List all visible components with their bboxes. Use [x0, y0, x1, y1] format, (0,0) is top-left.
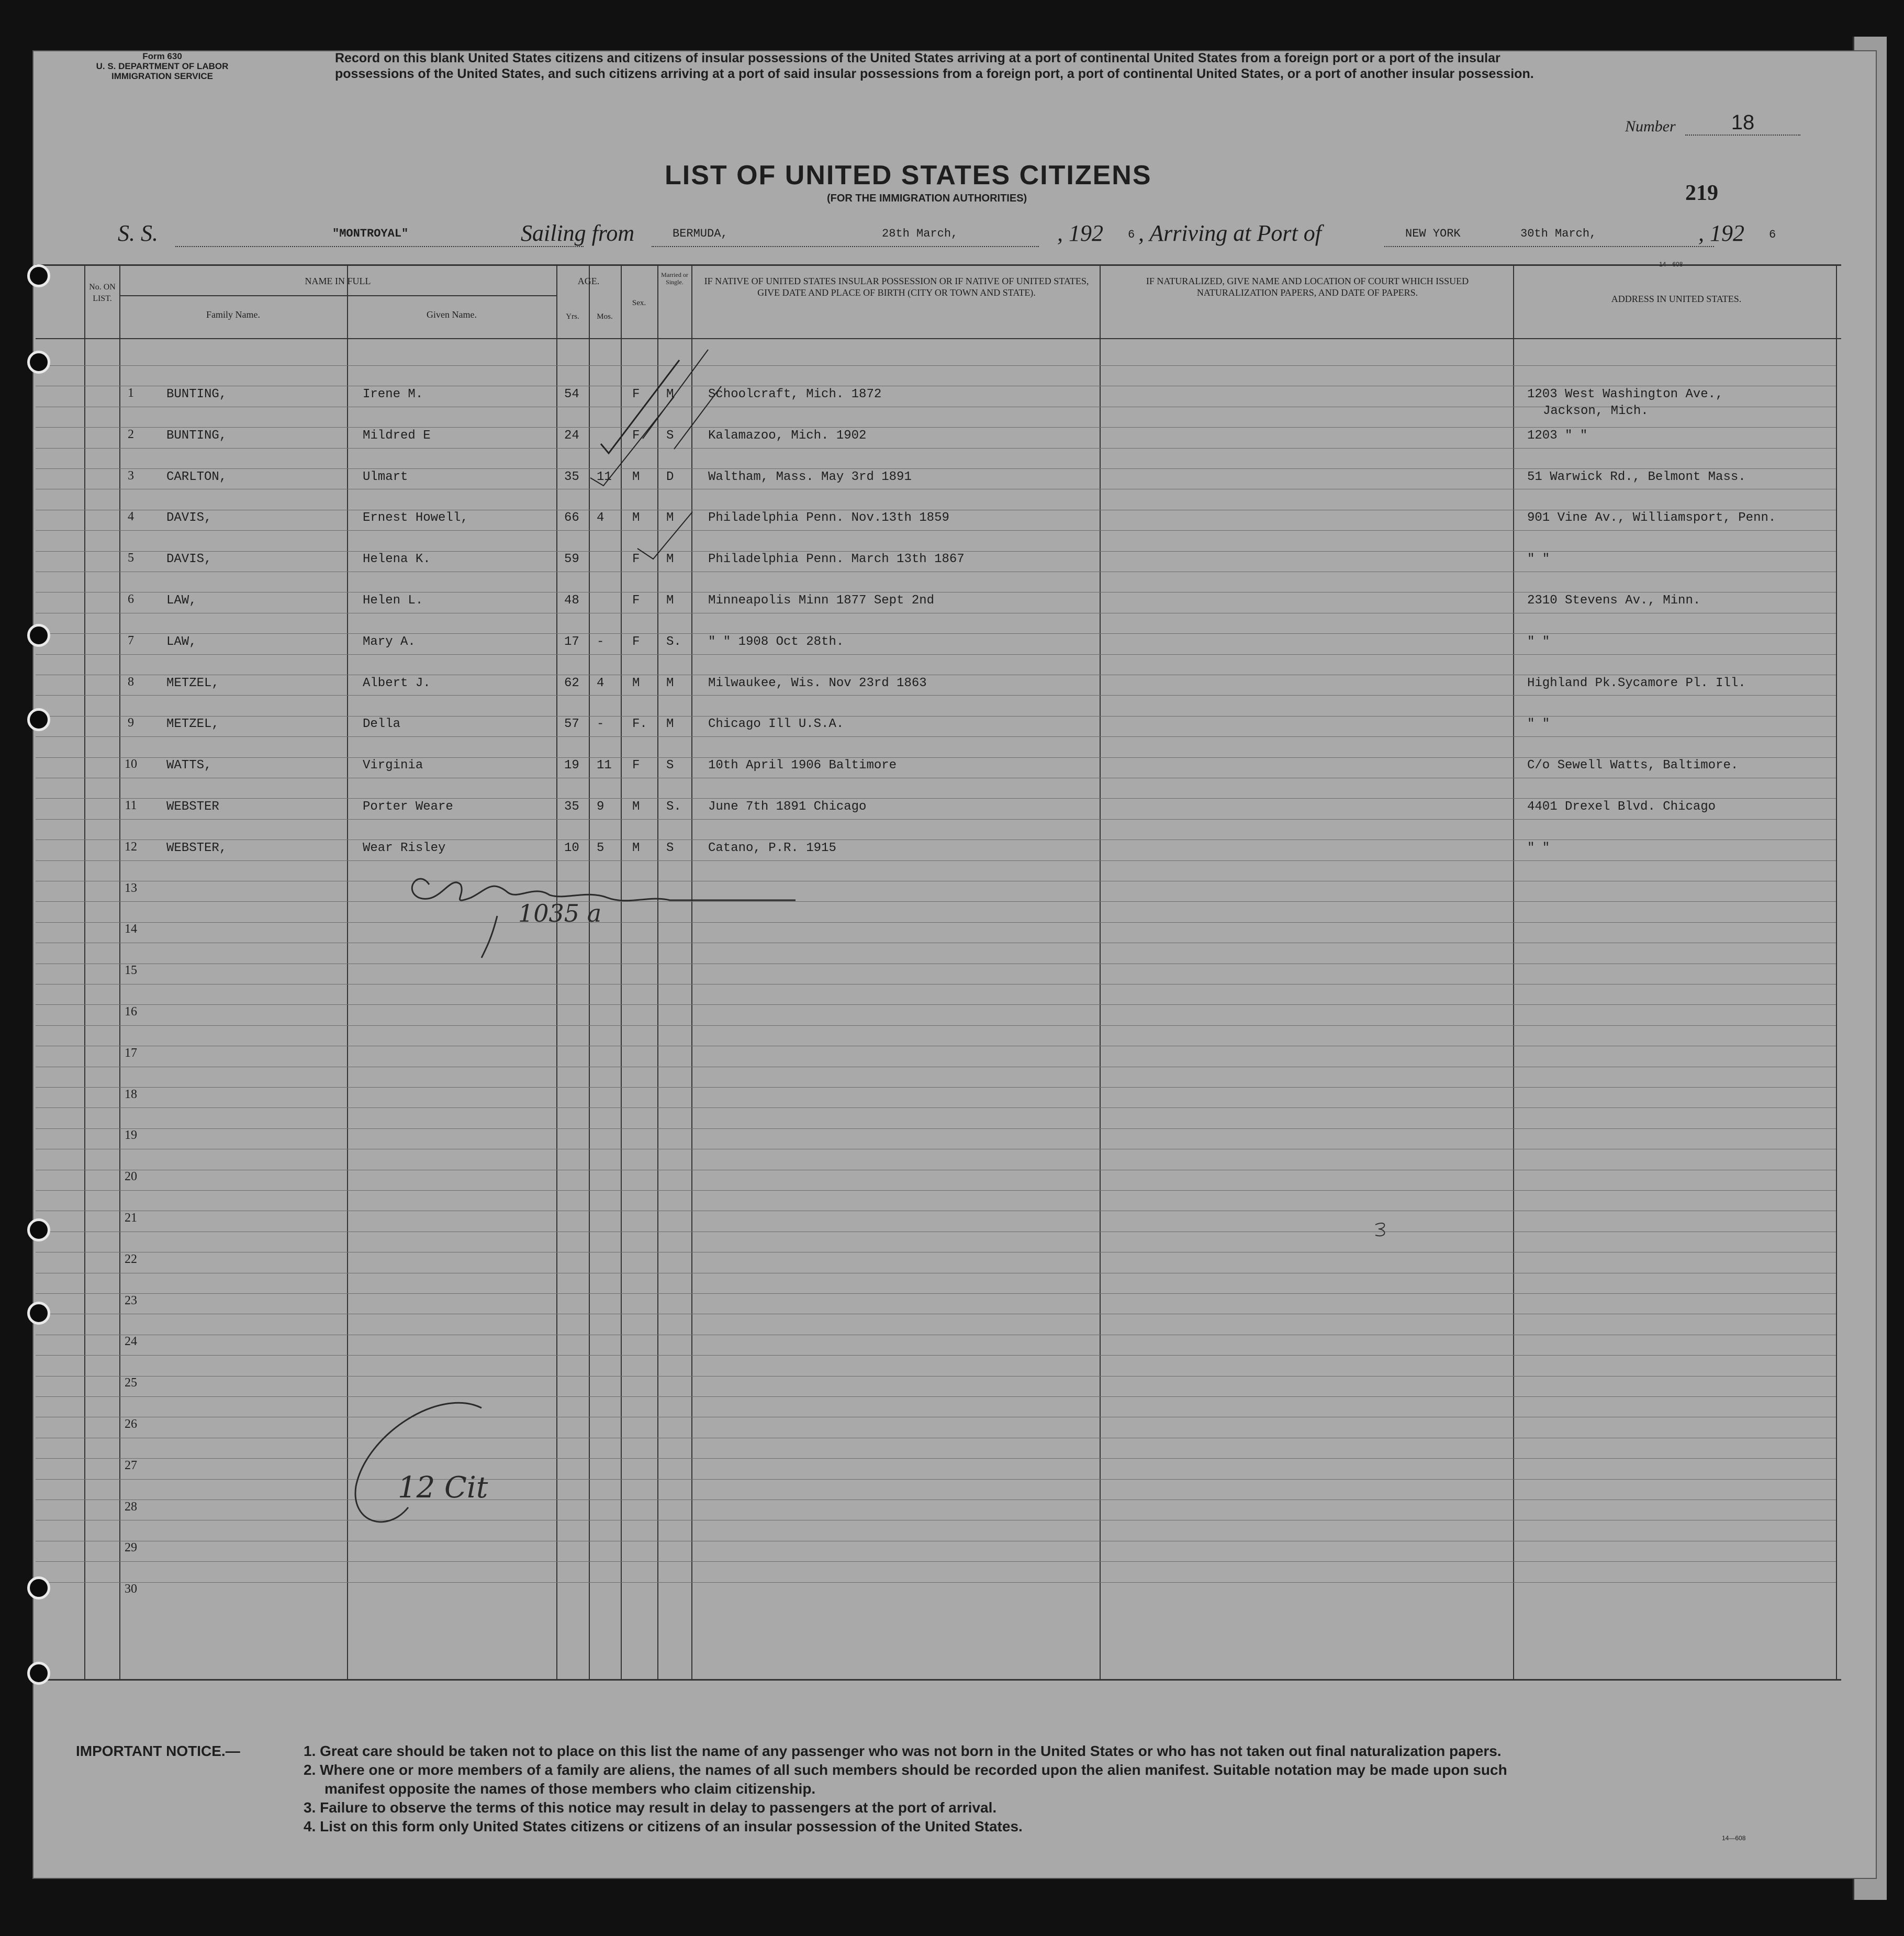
given-name-cell: Wear Risley: [363, 841, 446, 855]
col-sex: Sex.: [632, 299, 646, 307]
col-address: ADDRESS IN UNITED STATES.: [1611, 294, 1742, 304]
row-rule: [36, 1025, 1836, 1026]
birth-cell: Catano, P.R. 1915: [708, 841, 836, 855]
row-number: 18: [125, 1087, 137, 1101]
col-rule: [1100, 266, 1101, 1679]
address-cell: " ": [1527, 841, 1550, 855]
sex-cell: M: [632, 676, 640, 690]
notice-item-3: 3. Failure to observe the terms of this notice may result in delay to passengers at the port of arrival.: [304, 1799, 997, 1816]
row-rule: [36, 716, 1836, 717]
birth-cell: June 7th 1891 Chicago: [708, 800, 867, 814]
notice-item-2-cont: manifest opposite the names of those members who claim citizenship.: [324, 1781, 816, 1797]
row-number: 19: [125, 1128, 137, 1143]
birth-cell: " " 1908 Oct 28th.: [708, 634, 844, 649]
family-name-cell: LAW,: [166, 594, 197, 608]
given-name-cell: Virginia: [363, 758, 423, 773]
row-number: 4: [128, 510, 134, 524]
form-instructions: Record on this blank United States citizens and citizens of insular possessions of the United States arriving at a port of continental United States from a foreign port or a port of the insular possessions of the United States, and such citizens arriving at a port of said insular possessions from a foreign port, a port of continental United States, or a port of another insular possession.: [335, 51, 1534, 81]
row-number: 11: [125, 799, 137, 812]
address-cell: " ": [1527, 634, 1550, 649]
sex-cell: F.: [632, 717, 647, 732]
given-name-cell: Albert J.: [363, 676, 431, 690]
sex-cell: F: [632, 758, 640, 773]
voyage-line: [118, 220, 1793, 251]
given-name-cell: Ernest Howell,: [363, 511, 468, 525]
arriving-date: 30th March,: [1520, 227, 1597, 240]
age-months-cell: 11: [597, 469, 612, 484]
age-years-cell: 57: [564, 717, 579, 732]
row-rule: [36, 468, 1836, 469]
birth-cell: Chicago Ill U.S.A.: [708, 717, 844, 732]
given-name-cell: Irene M.: [363, 387, 423, 401]
marital-status-cell: D: [666, 469, 674, 484]
row-rule: [36, 922, 1836, 923]
family-name-cell: BUNTING,: [166, 428, 227, 443]
marital-status-cell: M: [666, 594, 674, 608]
row-rule: [36, 1499, 1836, 1500]
row-rule: [36, 798, 1836, 799]
form-number: Form 630: [142, 51, 182, 61]
notice-label: IMPORTANT NOTICE.—: [76, 1743, 240, 1759]
age-years-cell: 59: [564, 552, 579, 567]
arriving-label: , Arriving at Port of: [1138, 220, 1321, 246]
age-months-cell: 9: [597, 800, 604, 814]
row-rule: [36, 1355, 1836, 1356]
birth-cell: Milwaukee, Wis. Nov 23rd 1863: [708, 676, 927, 690]
family-name-cell: BUNTING,: [166, 387, 227, 401]
binder-hole: [27, 1218, 50, 1241]
row-number: 14: [125, 922, 137, 936]
row-rule: [36, 530, 1836, 531]
sailing-label: Sailing from: [521, 220, 635, 246]
age-months-cell: 4: [597, 676, 604, 690]
row-rule: [36, 757, 1836, 758]
row-number: 24: [125, 1335, 137, 1349]
row-number: 26: [125, 1417, 137, 1431]
form-identifier: [63, 51, 262, 81]
age-months-cell: 5: [597, 841, 604, 855]
col-given-name: Given Name.: [427, 309, 477, 320]
age-years-cell: 17: [564, 634, 579, 649]
handwritten-signature: [398, 848, 827, 984]
age-years-cell: 10: [564, 841, 579, 855]
birth-cell: Philadelphia Penn. March 13th 1867: [708, 552, 965, 567]
ship-name: "MONTROYAL": [332, 227, 409, 240]
marital-status-cell: M: [666, 387, 674, 401]
row-number: 8: [128, 675, 134, 689]
sex-cell: M: [632, 469, 640, 484]
service-name: IMMIGRATION SERVICE: [111, 71, 213, 81]
sex-cell: F: [632, 594, 640, 608]
sailing-field: [652, 220, 1039, 247]
marital-status-cell: M: [666, 676, 674, 690]
row-number: 15: [125, 964, 137, 978]
number-value: 18: [1685, 111, 1800, 136]
sailing-from: BERMUDA,: [673, 227, 728, 240]
binder-hole: [27, 708, 50, 731]
age-years-cell: 35: [564, 469, 579, 484]
row-rule: [36, 901, 1836, 902]
marital-status-cell: M: [666, 552, 674, 567]
row-number: 6: [128, 592, 134, 606]
row-number: 25: [125, 1376, 137, 1390]
address-cell: C/o Sewell Watts, Baltimore.: [1527, 758, 1739, 773]
row-number: 2: [128, 427, 134, 441]
row-rule: [36, 427, 1836, 428]
col-family-name: Family Name.: [206, 309, 260, 320]
form-code-bottom: 14—608: [1722, 1834, 1746, 1842]
notice-item-1: 1. Great care should be taken not to place on this list the name of any passenger who was not born in the United States or who has not taken out final naturalization papers.: [304, 1743, 1502, 1759]
age-years-cell: 62: [564, 676, 579, 690]
header-bottom-rule: [36, 338, 1841, 339]
address-cell-line2: Jackson, Mich.: [1543, 404, 1649, 418]
col-yrs: Yrs.: [566, 312, 579, 321]
sex-cell: M: [632, 511, 640, 525]
binder-hole: [27, 624, 50, 647]
sailing-year-digit: 6: [1128, 228, 1135, 241]
page-title: LIST OF UNITED STATES CITIZENS: [665, 160, 1152, 191]
given-name-cell: Helena K.: [363, 552, 431, 567]
row-number: 13: [125, 881, 137, 895]
stamp-mark: [1371, 1219, 1392, 1240]
row-rule: [36, 1190, 1836, 1191]
row-rule: [36, 1004, 1836, 1005]
sex-cell: F: [632, 387, 640, 401]
age-years-cell: 48: [564, 594, 579, 608]
family-name-cell: DAVIS,: [166, 511, 212, 525]
sex-cell: M: [632, 800, 640, 814]
given-name-cell: Porter Weare: [363, 800, 453, 814]
row-rule: [36, 633, 1836, 634]
col-no: No. ON LIST.: [89, 283, 116, 303]
age-months-cell: -: [597, 717, 604, 732]
address-cell: 51 Warwick Rd., Belmont Mass.: [1527, 469, 1746, 484]
age-years-cell: 54: [564, 387, 579, 401]
binder-hole: [27, 1576, 50, 1599]
sex-cell: F: [632, 428, 640, 443]
col-name-in-full: NAME IN FULL: [305, 276, 371, 286]
row-rule: [36, 1479, 1836, 1480]
row-rule: [36, 448, 1836, 449]
marital-status-cell: S: [666, 841, 674, 855]
row-number: 21: [125, 1211, 137, 1225]
col-age: AGE.: [577, 276, 600, 286]
page-number: 219: [1685, 181, 1718, 205]
family-name-cell: CARLTON,: [166, 469, 227, 484]
circled-note: 12 Cit: [398, 1471, 488, 1505]
row-rule: [36, 1561, 1836, 1562]
marital-status-cell: S: [666, 758, 674, 773]
birth-cell: Kalamazoo, Mich. 1902: [708, 428, 867, 443]
family-name-cell: METZEL,: [166, 676, 219, 690]
age-months-cell: 11: [597, 758, 612, 773]
row-number: 29: [125, 1541, 137, 1555]
sailing-year: , 192: [1057, 220, 1103, 246]
address-cell: " ": [1527, 717, 1550, 732]
col-rule: [1836, 266, 1837, 1679]
row-number: 20: [125, 1170, 137, 1184]
row-number: 16: [125, 1005, 137, 1019]
age-months-cell: -: [597, 634, 604, 649]
row-number: 3: [128, 468, 134, 483]
given-name-cell: Helen L.: [363, 594, 423, 608]
given-name-cell: Della: [363, 717, 401, 732]
row-rule: [36, 551, 1836, 552]
birth-cell: Philadelphia Penn. Nov.13th 1859: [708, 511, 949, 525]
age-years-cell: 35: [564, 800, 579, 814]
col-naturalization: IF NATURALIZED, GIVE NAME AND LOCATION OF COURT WHICH ISSUED NATURALIZATION PAPERS, AND DATE OF PAPERS.: [1146, 276, 1469, 298]
birth-cell: 10th April 1906 Baltimore: [708, 758, 897, 773]
ss-label: S. S.: [118, 220, 158, 246]
marital-status-cell: M: [666, 717, 674, 732]
address-cell: 901 Vine Av., Williamsport, Penn.: [1527, 511, 1776, 525]
family-name-cell: WEBSTER,: [166, 841, 227, 855]
binder-hole: [27, 264, 50, 287]
address-cell: 4401 Drexel Blvd. Chicago: [1527, 800, 1716, 814]
family-name-cell: METZEL,: [166, 717, 219, 732]
row-rule: [36, 1396, 1836, 1397]
row-number: 12: [125, 840, 137, 854]
row-rule: [36, 736, 1836, 737]
birth-cell: Minneapolis Minn 1877 Sept 2nd: [708, 594, 935, 608]
row-number: 1: [128, 386, 134, 400]
sex-cell: M: [632, 841, 640, 855]
marital-status-cell: S.: [666, 800, 681, 814]
row-rule: [36, 1458, 1836, 1459]
birth-cell: Schoolcraft, Mich. 1872: [708, 387, 882, 401]
header-divider: [119, 295, 556, 296]
marital-status-cell: M: [666, 511, 674, 525]
family-name-cell: WEBSTER: [166, 800, 219, 814]
department-name: U. S. DEPARTMENT OF LABOR: [96, 61, 229, 71]
row-number: 9: [128, 716, 134, 730]
col-married-single: Married or Single.: [661, 271, 688, 286]
row-rule: [36, 654, 1836, 655]
marital-status-cell: S: [666, 428, 674, 443]
row-rule: [36, 695, 1836, 696]
form-code-top: 14—608: [1659, 261, 1683, 268]
handwritten-note: 1035 a: [518, 899, 602, 927]
row-rule: [36, 1107, 1836, 1108]
binder-hole: [27, 351, 50, 374]
col-rule: [1513, 266, 1514, 1679]
age-years-cell: 24: [564, 428, 579, 443]
row-number: 17: [125, 1046, 137, 1060]
address-cell: 1203 " ": [1527, 428, 1588, 443]
row-number: 10: [125, 757, 137, 771]
row-rule: [36, 1376, 1836, 1377]
age-months-cell: 4: [597, 511, 604, 525]
address-cell: Highland Pk.Sycamore Pl. Ill.: [1527, 676, 1746, 690]
given-name-cell: Mary A.: [363, 634, 416, 649]
age-years-cell: 66: [564, 511, 579, 525]
page-subtitle: (FOR THE IMMIGRATION AUTHORITIES): [827, 193, 1027, 204]
circled-annotation: [345, 1392, 513, 1539]
row-number: 28: [125, 1499, 137, 1514]
checkmarks: [580, 334, 737, 575]
given-name-cell: Mildred E: [363, 428, 431, 443]
row-rule: [36, 819, 1836, 820]
address-cell: 1203 West Washington Ave.,: [1527, 387, 1723, 401]
binder-hole: [27, 1662, 50, 1685]
row-rule: [36, 1128, 1836, 1129]
sex-cell: F: [632, 634, 640, 649]
row-number: 23: [125, 1293, 137, 1307]
arriving-year: , 192: [1698, 220, 1744, 246]
passenger-table: [36, 264, 1841, 1681]
notice-item-2: 2. Where one or more members of a family are aliens, the names of all such members should be recorded upon the alien manifest. Suitable notation may be made upon such: [304, 1762, 1507, 1778]
notice-item-4: 4. List on this form only United States citizens or citizens of an insular possession of the United States.: [304, 1818, 1023, 1834]
address-cell: " ": [1527, 552, 1550, 567]
col-rule: [84, 266, 85, 1679]
row-number: 22: [125, 1252, 137, 1266]
col-birth: IF NATIVE OF UNITED STATES INSULAR POSSESSION OR IF NATIVE OF UNITED STATES, GIVE DATE AND PLACE OF BIRTH (CITY OR TOWN AND STATE).: [704, 276, 1089, 298]
marital-status-cell: S.: [666, 634, 681, 649]
row-rule: [36, 1087, 1836, 1088]
row-rule: [36, 860, 1836, 861]
row-number: 7: [128, 633, 134, 647]
binder-hole: [27, 1302, 50, 1325]
family-name-cell: DAVIS,: [166, 552, 212, 567]
sailing-date: 28th March,: [882, 227, 958, 240]
col-mos: Mos.: [597, 312, 613, 321]
arriving-year-digit: 6: [1769, 228, 1776, 241]
row-number: 5: [128, 551, 134, 565]
row-rule: [36, 1293, 1836, 1294]
row-rule: [36, 365, 1836, 366]
number-label: Number: [1625, 118, 1676, 135]
address-cell: 2310 Stevens Av., Minn.: [1527, 594, 1701, 608]
birth-cell: Waltham, Mass. May 3rd 1891: [708, 469, 912, 484]
arriving-port: NEW YORK: [1405, 227, 1461, 240]
family-name-cell: WATTS,: [166, 758, 212, 773]
row-rule: [36, 1582, 1836, 1583]
age-years-cell: 19: [564, 758, 579, 773]
given-name-cell: Ulmart: [363, 469, 408, 484]
sex-cell: F: [632, 552, 640, 567]
family-name-cell: LAW,: [166, 634, 197, 649]
row-number: 30: [125, 1582, 137, 1596]
arriving-field: [1384, 220, 1714, 247]
row-number: 27: [125, 1458, 137, 1472]
